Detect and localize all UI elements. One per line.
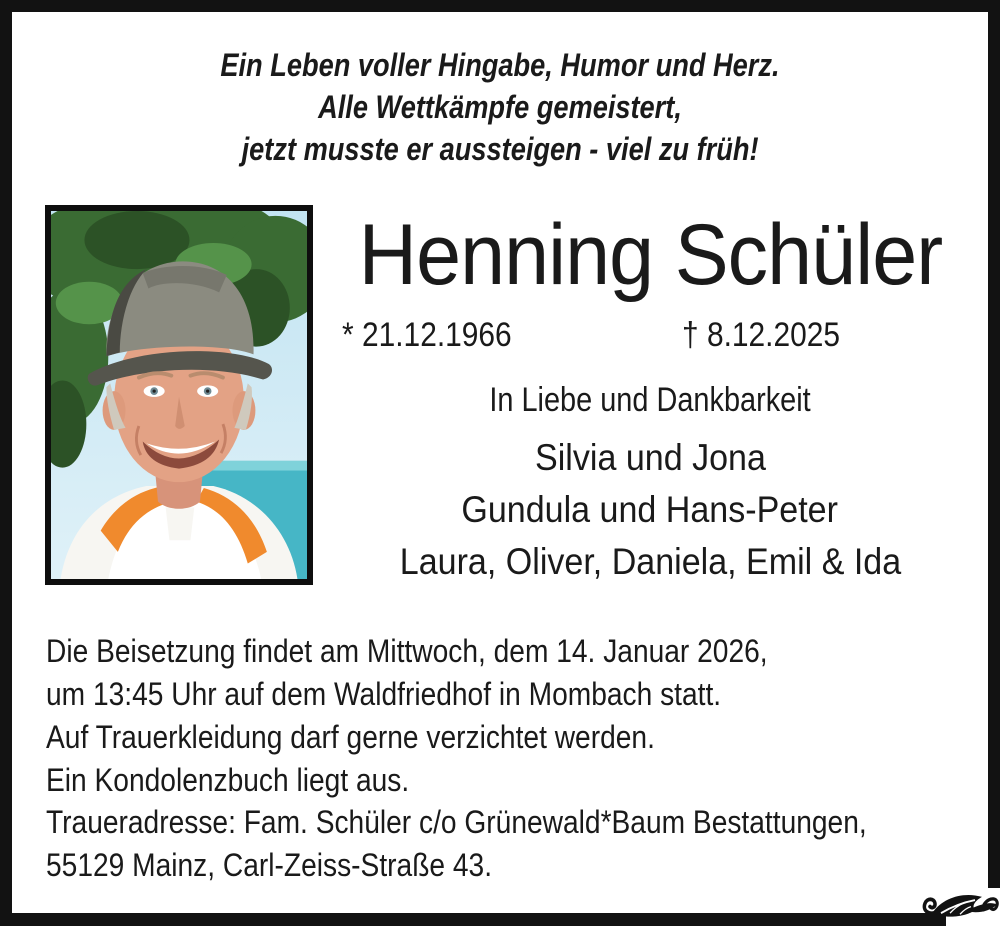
address-line-2: 55129 Mainz, Carl-Zeiss-Straße 43. (46, 847, 493, 883)
frame-top-bar (0, 0, 1000, 12)
announcement-line-2: um 13:45 Uhr auf dem Waldfriedhof in Mombach statt. (46, 676, 722, 712)
frame-left-bar (0, 0, 12, 926)
announcement-line (46, 630, 866, 673)
mourners-line (320, 541, 980, 583)
tribute-intro-text: In Liebe und Dankbarkeit (489, 381, 811, 419)
mourners-line-1: Silvia und Jona (534, 437, 766, 478)
portrait-photo (45, 205, 313, 585)
calligraphic-flourish-icon (921, 886, 1000, 924)
address-line (46, 844, 979, 887)
epigraph-line-1: Ein Leben voller Hingabe, Humor und Herz. (220, 47, 780, 83)
announcement-line-1: Die Beisetzung findet am Mittwoch, dem 14. Januar 2026, (46, 633, 768, 669)
announcement-line (46, 716, 866, 759)
tribute-intro (325, 381, 975, 420)
address-line (46, 801, 979, 844)
epigraph-line (12, 44, 988, 86)
address-line-1: Traueradresse: Fam. Schüler c/o Grünewald*Baum Bestattungen, (46, 804, 867, 840)
frame-right-bar (988, 0, 1000, 888)
frame-bottom-bar (0, 913, 946, 926)
deceased-name-text: Henning Schüler (358, 207, 942, 303)
mourners-line (320, 437, 980, 479)
epigraph-line-2: Alle Wettkämpfe gemeistert, (318, 89, 682, 125)
epigraph-line-3: jetzt musste er aussteigen - viel zu früh! (241, 131, 759, 167)
mourners-line-2: Gundula und Hans-Peter (461, 489, 839, 530)
announcement-line-4: Ein Kondolenzbuch liegt aus. (46, 762, 410, 798)
epigraph (12, 44, 988, 170)
death-date-text: † 8.12.2025 (682, 316, 841, 354)
mourning-address (46, 801, 979, 887)
deceased-name (325, 206, 975, 305)
epigraph-line (12, 86, 988, 128)
portrait-photo-art (51, 211, 307, 579)
death-date (682, 316, 862, 355)
epigraph-line (12, 128, 988, 170)
birth-date (342, 316, 535, 355)
announcement-line-3: Auf Trauerkleidung darf gerne verzichtet werden. (46, 719, 655, 755)
funeral-announcement (46, 630, 866, 802)
mourners-line (320, 489, 980, 531)
mourners-line-3: Laura, Oliver, Daniela, Emil & Ida (399, 541, 901, 582)
announcement-line (46, 673, 866, 716)
announcement-line (46, 759, 866, 802)
birth-date-text: * 21.12.1966 (342, 316, 512, 354)
